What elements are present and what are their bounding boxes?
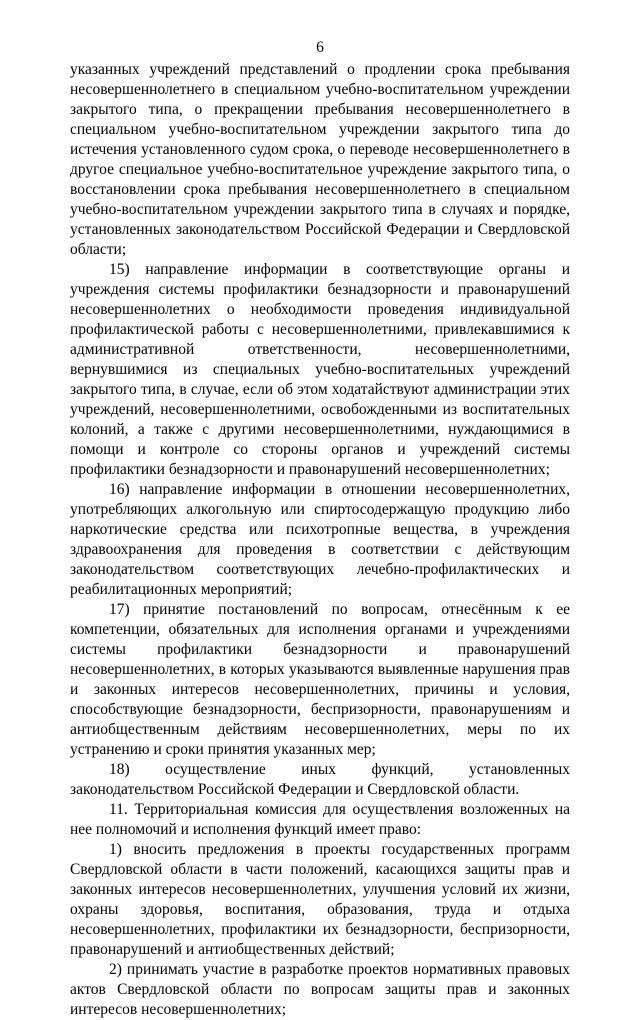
paragraph-continuation: указанных учреждений представлений о продлении срока пребывания несовершеннолетнего в специальном учебно-воспитательном учреждении закрытого типа, о прекращении пребывания несовершеннолетнего в специальном учебно-воспитательном учреждении закрытого типа до истечения установленного судом срока, о переводе несовершеннолетнего в другое специальное учебно-воспитательное учреждение закрытого типа, о восстановлении срока пребывания несовершеннолетнего в специальном учебно-воспитательном учреждении закрытого типа в случаях и порядке, установленных законодательством Российской Федерации и Свердловской области; [70, 61, 570, 258]
page-number: 6 [316, 39, 324, 56]
paragraph-item-15: 15) направление информации в соответствующие органы и учреждения системы профилактики безнадзорности и правонарушений несовершеннолетних о необходимости проведения индивидуальной профилактической работы с несовершеннолетними, привлекавшимися к административной ответственности, несовершеннолетними, вернувшимися из специальных учебно-воспитательных учреждений закрытого типа, в случае, если об этом ходатайствуют администрации этих учреждений, несовершеннолетними, освобожденными из воспитательных колоний, а также с другими несовершеннолетними, нуждающимися в помощи и контроле со стороны органов и учреждений системы профилактики безнадзорности и правонарушений несовершеннолетних; [70, 261, 570, 478]
paragraph-item-17: 17) принятие постановлений по вопросам, отнесённым к ее компетенции, обязательных для исполнения органами и учреждениями системы профилактики безнадзорности и правонарушений несовершеннолетних, в которых указываются выявленные нарушения прав и законных интересов несовершеннолетних, причины и условия, способствующие безнадзорности, беспризорности, правонарушениям и антиобщественным действиям несовершеннолетних, меры по их устранению и сроки принятия указанных мер; [70, 601, 570, 758]
paragraph-section-11: 11. Территориальная комиссия для осуществления возложенных на нее полномочий и исполнения функций имеет право: [70, 801, 570, 838]
paragraph-item-18: 18) осуществление иных функций, установленных законодательством Российской Федерации и Свердловской области. [70, 761, 570, 798]
paragraph-right-1: 1) вносить предложения в проекты государственных программ Свердловской области в части положений, касающихся защиты прав и законных интересов несовершеннолетних, улучшения условий их жизни, охраны здоровья, воспитания, образования, труда и отдыха несовершеннолетних, профилактики их безнадзорности, беспризорности, правонарушений и антиобщественных действий; [70, 841, 570, 958]
paragraph-right-2: 2) принимать участие в разработке проектов нормативных правовых актов Свердловской области по вопросам защиты прав и законных интересов несовершеннолетних; [70, 961, 570, 1018]
paragraph-item-16: 16) направление информации в отношении несовершеннолетних, употребляющих алкогольную или спиртосодержащую продукцию либо наркотические средства или психотропные вещества, в учреждения здравоохранения для проведения в соответствии с действующим законодательством соответствующих лечебно-профилактических и реабилитационных мероприятий; [70, 481, 570, 598]
document-body [70, 60, 570, 1020]
